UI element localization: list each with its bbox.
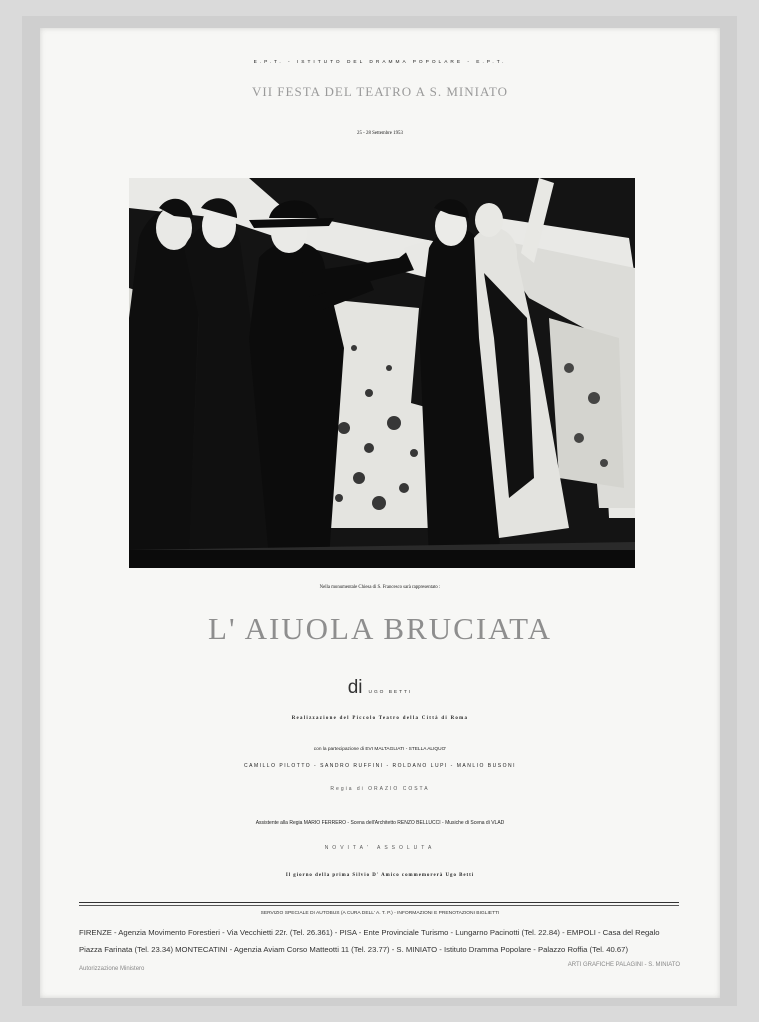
poster — [40, 28, 720, 998]
authorization-note: Autorizzazione Ministero — [79, 966, 145, 972]
woodcut-figures-icon — [129, 178, 635, 568]
printer-credit: ARTI GRAFICHE PALAGINI - S. MINIATO — [567, 962, 680, 968]
bus-service-notice: SERVIZIO SPECIALE DI AUTOBUS (A CURA DELL' A. T. P.) - INFORMAZIONI E PRENOTAZIONI BIGLIETTI — [260, 911, 500, 916]
director-credit: Regia di ORAZIO COSTA — [330, 786, 430, 792]
commemoration-notice: Il giorno della prima Silvio D' Amico commemorerà Ugo Betti — [285, 873, 475, 878]
organizer-heading: E.P.T. - ISTITUTO DEL DRAMMA POPOLARE - E.P.T. — [253, 60, 507, 65]
ticket-agencies-line-1: FIRENZE - Agenzia Movimento Forestieri - Via Vecchietti 22r. (Tel. 26.361) - PISA - Ente Provinciale Turismo - Lungarno Pacinotti (Tel. 22.84) - EMPOLI - Casa del Regalo — [79, 928, 660, 937]
divider — [79, 902, 679, 903]
play-author — [40, 677, 720, 699]
author-prefix: di — [347, 677, 363, 698]
author-name: UGO BETTI — [368, 690, 413, 695]
ticket-agencies-line-2: Piazza Farinata (Tel. 23.34) MONTECATINI - Agenzia Aviam Corso Matteotti 11 (Tel. 23.77) - S. MINIATO - Istituto Dramma Popolare - Palazzo Roffia (Tel. 40.67) — [79, 945, 628, 954]
play-title: L' AIUOLA BRUCIATA — [208, 611, 552, 646]
festival-dates: 25 - 28 Settembre 1953 — [357, 131, 403, 136]
production-credit: Realizzazione del Piccolo Teatro della Città di Roma — [291, 716, 469, 721]
divider-secondary — [79, 905, 679, 906]
festival-title: VII FESTA DEL TEATRO A S. MINIATO — [252, 84, 508, 99]
premiere-notice: NOVITA' ASSOLUTA — [324, 845, 436, 851]
venue-intro: Nella monumentale Chiesa di S. Francesco sarà rappresentato : — [319, 585, 441, 590]
participation-credit: con la partecipazione di EVI MALTAGLIATI - STELLA ALIQUO' — [313, 747, 447, 752]
cast-list: CAMILLO PILOTTO - SANDRO RUFFINI - ROLDANO LUPI - MANLIO BUSONI — [244, 763, 516, 769]
crew-credits: Assistente alla Regia MARIO FERRERO - Scena dell'Architetto RENZO BELLUCCI - Musiche di Scena di VLAD — [255, 820, 505, 826]
